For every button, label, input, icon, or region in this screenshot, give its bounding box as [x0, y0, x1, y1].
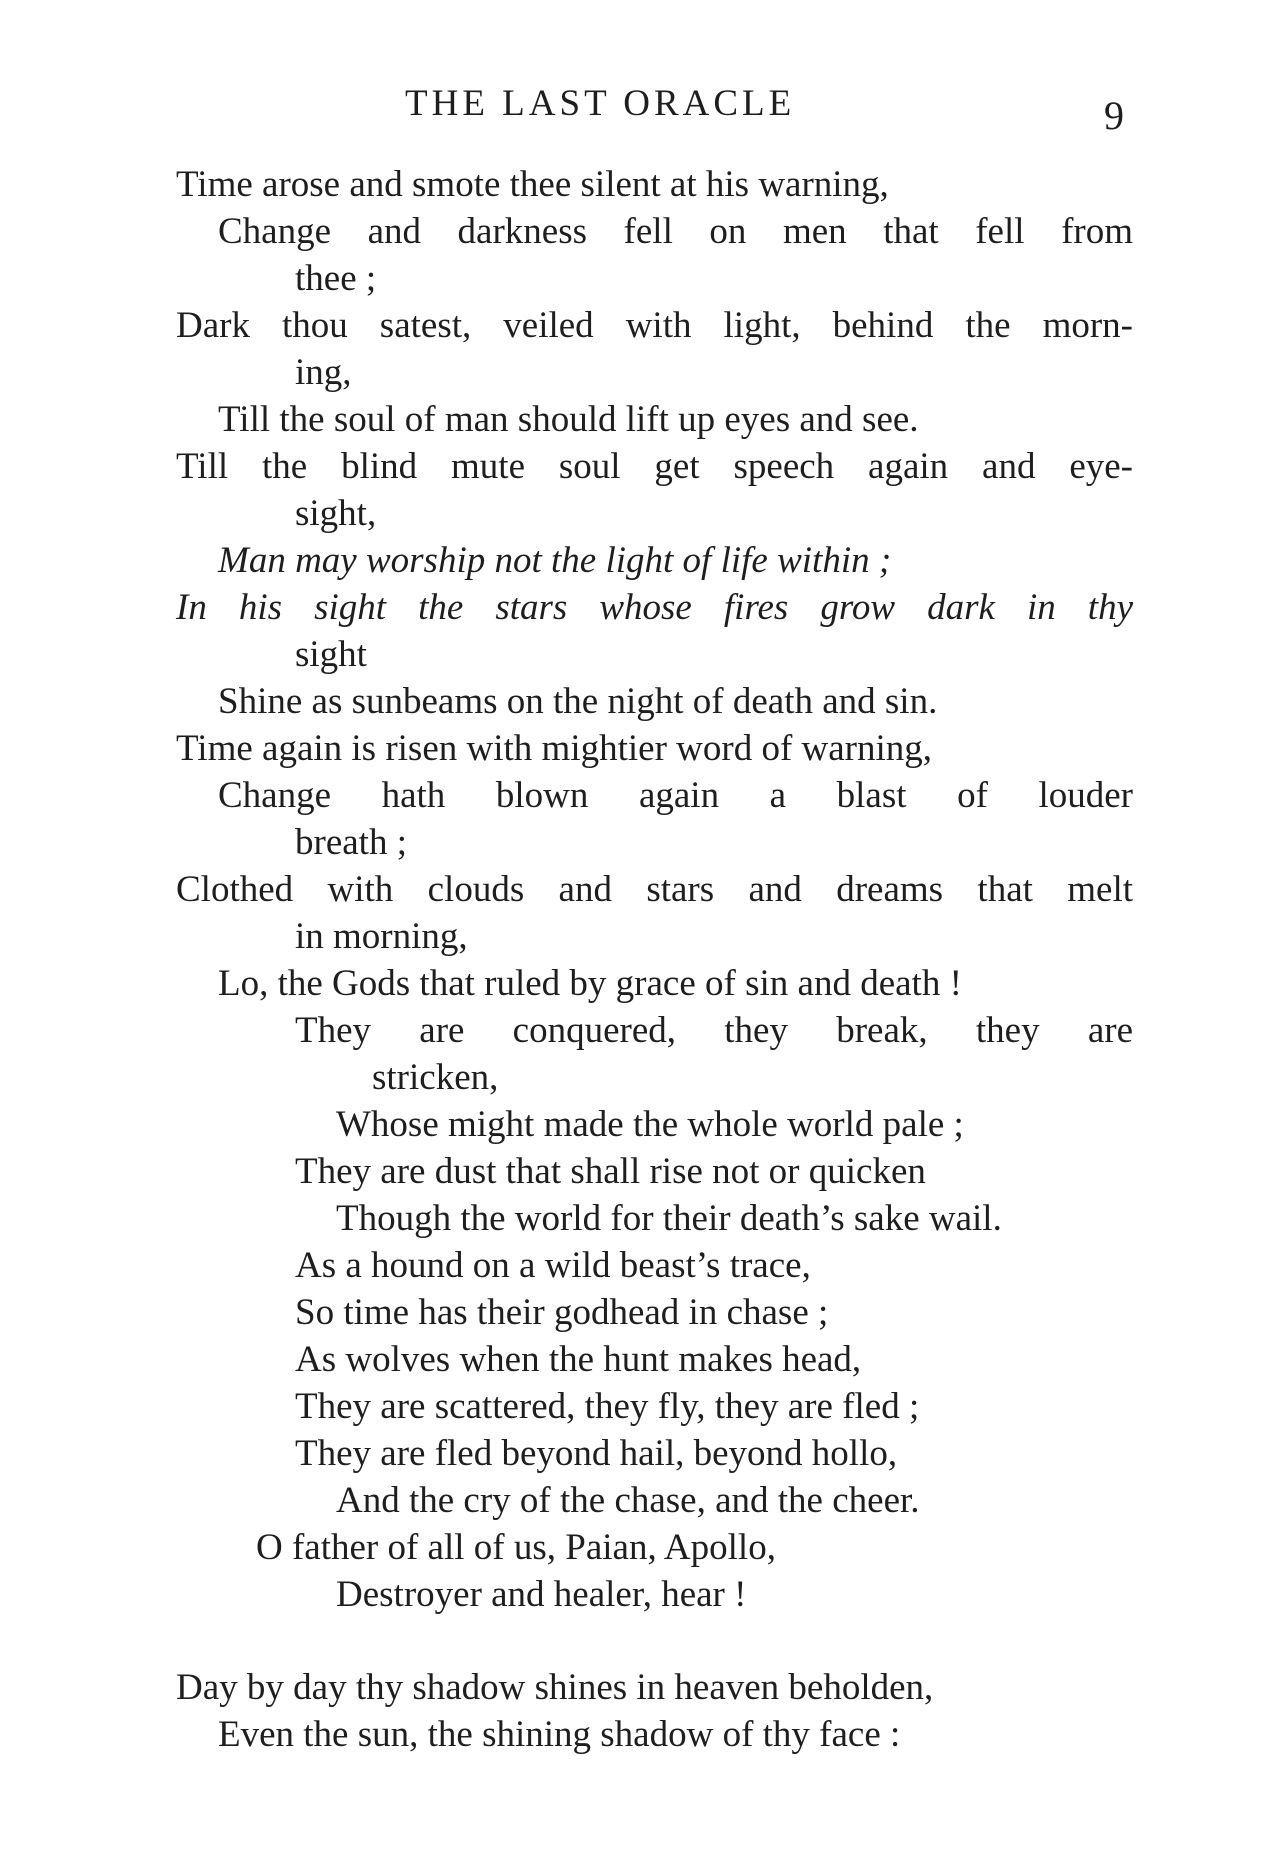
- poem-line: Whose might made the whole world pale ;: [336, 1104, 964, 1145]
- poem-line: ing,: [295, 352, 352, 393]
- poem-line: breath ;: [295, 822, 407, 863]
- poem-line: They are scattered, they fly, they are fled ;: [295, 1386, 920, 1427]
- poem-line: So time has their godhead in chase ;: [295, 1292, 829, 1333]
- poem-line: stricken,: [372, 1057, 499, 1098]
- page-number: 9: [1104, 93, 1124, 138]
- poem-line: Destroyer and healer, hear !: [336, 1574, 747, 1615]
- poem-line: As wolves when the hunt makes head,: [295, 1339, 862, 1380]
- poem-line: Day by day thy shadow shines in heaven beholden,: [176, 1667, 934, 1708]
- poem-line: Till the blind mute soul get speech again and eye-: [176, 446, 1133, 487]
- poem-line: in morning,: [295, 916, 468, 957]
- poem-line: In his sight the stars whose fires grow dark in thy: [176, 587, 1133, 628]
- poem-line: As a hound on a wild beast’s trace,: [295, 1245, 811, 1286]
- poem-line: Lo, the Gods that ruled by grace of sin and death !: [218, 963, 962, 1004]
- poem-line: Till the soul of man should lift up eyes and see.: [218, 399, 919, 440]
- poem-line: Dark thou satest, veiled with light, behind the morn-: [176, 305, 1133, 346]
- poem-line: Time arose and smote thee silent at his warning,: [176, 164, 889, 205]
- poem-line: Change and darkness fell on men that fell from: [218, 211, 1133, 252]
- poem-line: sight,: [295, 493, 377, 534]
- poem-line: They are fled beyond hail, beyond hollo,: [295, 1433, 898, 1474]
- running-title: THE LAST ORACLE: [405, 83, 796, 124]
- poem-line: Change hath blown again a blast of louder: [218, 775, 1133, 816]
- poem-line: And the cry of the chase, and the cheer.: [336, 1480, 920, 1521]
- poem-line: Man may worship not the light of life within ;: [218, 540, 892, 581]
- poem-line: Even the sun, the shining shadow of thy face :: [218, 1714, 901, 1755]
- poem-line: O father of all of us, Paian, Apollo,: [256, 1527, 776, 1568]
- running-head: [0, 82, 1287, 138]
- poem-line: They are conquered, they break, they are: [295, 1010, 1133, 1051]
- poem-line: Time again is risen with mightier word of warning,: [176, 728, 933, 769]
- poem-line: They are dust that shall rise not or quicken: [295, 1151, 926, 1192]
- poem-line: Clothed with clouds and stars and dreams that melt: [176, 869, 1133, 910]
- poem-line: Shine as sunbeams on the night of death and sin.: [218, 681, 938, 722]
- poem-line: Though the world for their death’s sake wail.: [336, 1198, 1002, 1239]
- poem-line: sight: [295, 634, 367, 675]
- poem-line: thee ;: [295, 258, 377, 299]
